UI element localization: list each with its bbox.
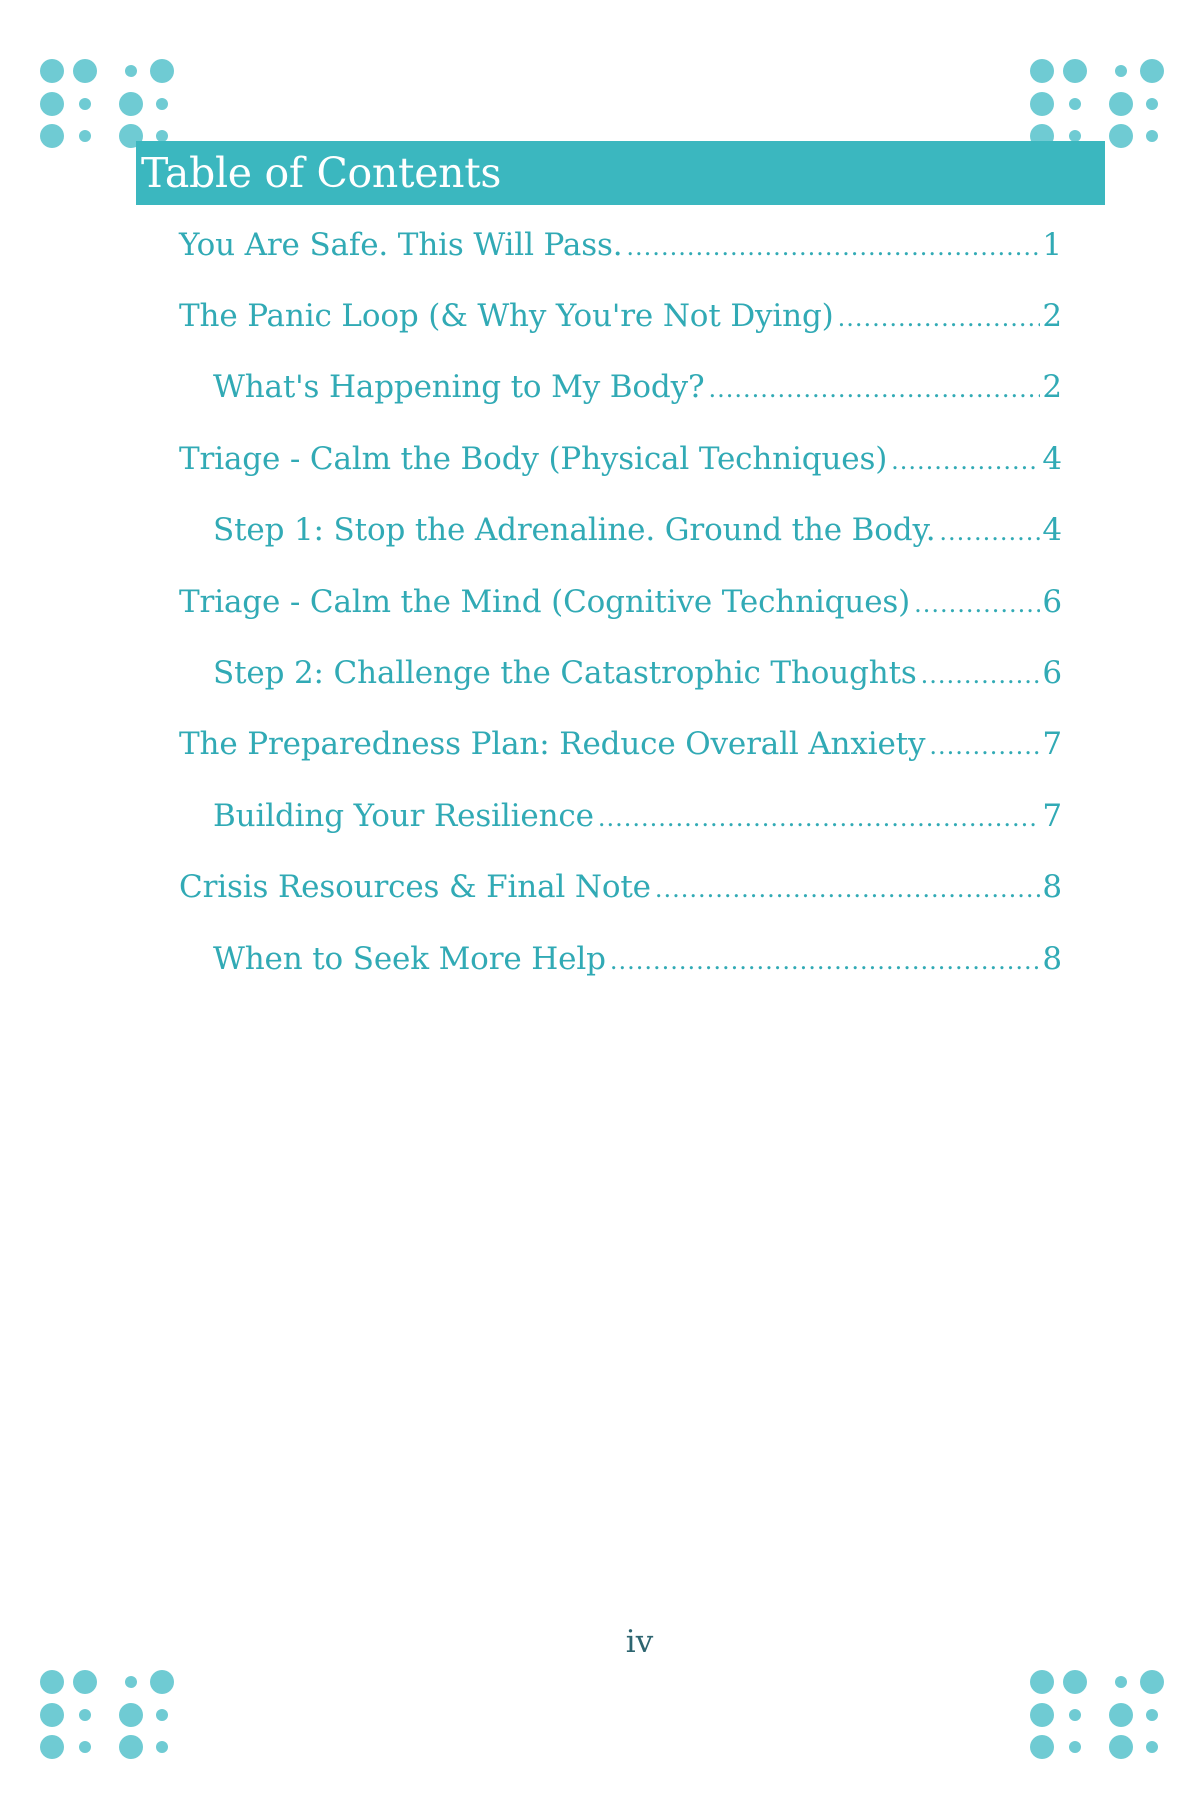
toc-entry-page: 4: [1042, 512, 1062, 548]
toc-dot-leader: [598, 796, 1041, 840]
toc-entry[interactable]: [179, 580, 1062, 624]
toc-entry-page: 8: [1042, 941, 1062, 977]
page-number: iv: [625, 1624, 654, 1660]
toc-entry[interactable]: [213, 365, 1062, 409]
toc-entry[interactable]: [179, 722, 1062, 766]
toc-entry-label: The Preparedness Plan: Reduce Overall Anxiety: [179, 726, 926, 762]
toc-entry-label: Triage - Calm the Mind (Cognitive Techniques): [179, 584, 911, 620]
toc-entry[interactable]: [179, 223, 1062, 267]
toc-entry-page: 6: [1042, 655, 1062, 691]
toc-dot-leader: [626, 225, 1040, 269]
toc-entry[interactable]: [213, 937, 1062, 981]
toc-dot-leader: [929, 724, 1040, 768]
toc-entry-page: 6: [1042, 584, 1062, 620]
page-title: Table of Contents: [141, 149, 502, 197]
toc-entry[interactable]: [213, 651, 1062, 695]
toc-dot-leader: [939, 510, 1040, 554]
toc-entry[interactable]: [179, 865, 1062, 909]
toc-entry-label: Step 1: Stop the Adrenaline. Ground the Body.: [213, 512, 936, 548]
toc-entry-label: Crisis Resources & Final Note: [179, 869, 651, 905]
toc-entry-page: 7: [1042, 798, 1062, 834]
toc-entry-label: What's Happening to My Body?: [213, 369, 705, 405]
toc-entry-label: Step 2: Challenge the Catastrophic Thoughts: [213, 655, 917, 691]
toc-dot-leader: [838, 296, 1041, 340]
toc-entry-page: 8: [1042, 869, 1062, 905]
toc-entry-page: 7: [1042, 726, 1062, 762]
toc-dot-leader: [921, 653, 1041, 697]
toc-entry[interactable]: [213, 508, 1062, 552]
toc-entry-label: When to Seek More Help: [213, 941, 606, 977]
toc-entry-page: 4: [1042, 441, 1062, 477]
toc-entry[interactable]: [179, 437, 1062, 481]
toc-entry-label: The Panic Loop (& Why You're Not Dying): [179, 298, 834, 334]
toc-entry-label: Triage - Calm the Body (Physical Techniques): [179, 441, 888, 477]
toc-entry-label: You Are Safe. This Will Pass.: [179, 227, 623, 263]
toc-entry[interactable]: [179, 294, 1062, 338]
toc-entry-label: Building Your Resilience: [213, 798, 594, 834]
toc-entry-page: 2: [1042, 369, 1062, 405]
toc-dot-leader: [610, 939, 1041, 983]
toc-dot-leader: [914, 582, 1040, 626]
toc-dot-leader: [891, 439, 1040, 483]
toc-dot-leader: [708, 367, 1040, 411]
toc-entry-page: 1: [1042, 227, 1062, 263]
toc-dot-leader: [655, 867, 1041, 911]
toc-entry-page: 2: [1042, 298, 1062, 334]
toc-entry[interactable]: [213, 794, 1062, 838]
